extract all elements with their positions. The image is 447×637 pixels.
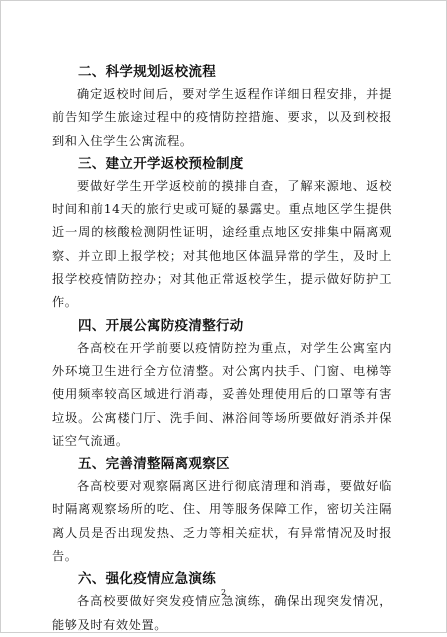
section-heading: 四、开展公寓防疫清整行动 [78, 317, 244, 334]
section-dorm-cleanup [52, 315, 392, 453]
document-body [52, 61, 392, 637]
section-paragraph: 确定返校时间后，要对学生返程作详细日程安排，并提前告知学生旅途过程中的疫情防控措施、要求，以及到校报到和入住学生公寓流程。 [52, 87, 392, 148]
page-number: 2 [220, 588, 227, 597]
section-paragraph: 各高校要做好突发疫情应急演练，确保出现突发情况，能够及时有效处置。 [52, 594, 392, 632]
section-isolation-area [52, 453, 392, 568]
section-emergency-drill [52, 568, 392, 637]
section-return-plan [52, 61, 392, 153]
section-paragraph: 各高校要对观察隔离区进行彻底清理和消毒，要做好临时隔离观察场所的吃、住、用等服务保障工作，密切关注隔离人员是否出现发热、乏力等相关症状，有异常情况及时报告。 [52, 479, 392, 564]
section-heading: 三、建立开学返校预检制度 [78, 155, 244, 172]
section-precheck [52, 153, 392, 315]
section-paragraph: 各高校在开学前要以疫情防控为重点，对学生公寓室内外环境卫生进行全方位清整。对公寓内扶手、门窗、电梯等使用频率较高区域进行消毒，妥善处理使用后的口罩等有害垃圾。公寓楼门厅、洗手间、淋浴间等场所要做好消杀并保证空气流通。 [52, 340, 392, 448]
section-heading: 二、科学规划返校流程 [78, 64, 216, 80]
section-paragraph: 要做好学生开学返校前的摸排自查，了解来源地、返校时间和前14天的旅行史或可疑的暴露史。重点地区学生提供近一周的核酸检测阴性证明，途经重点地区安排集中隔离观察、并立即上报学校；对其他地区体温异常的学生，及时上报学校疫情防控办；对其他正常返校学生，提示做好防护工作。 [52, 178, 392, 310]
section-heading: 五、完善清整隔离观察区 [78, 456, 230, 473]
section-heading: 六、强化疫情应急演练 [78, 571, 216, 588]
